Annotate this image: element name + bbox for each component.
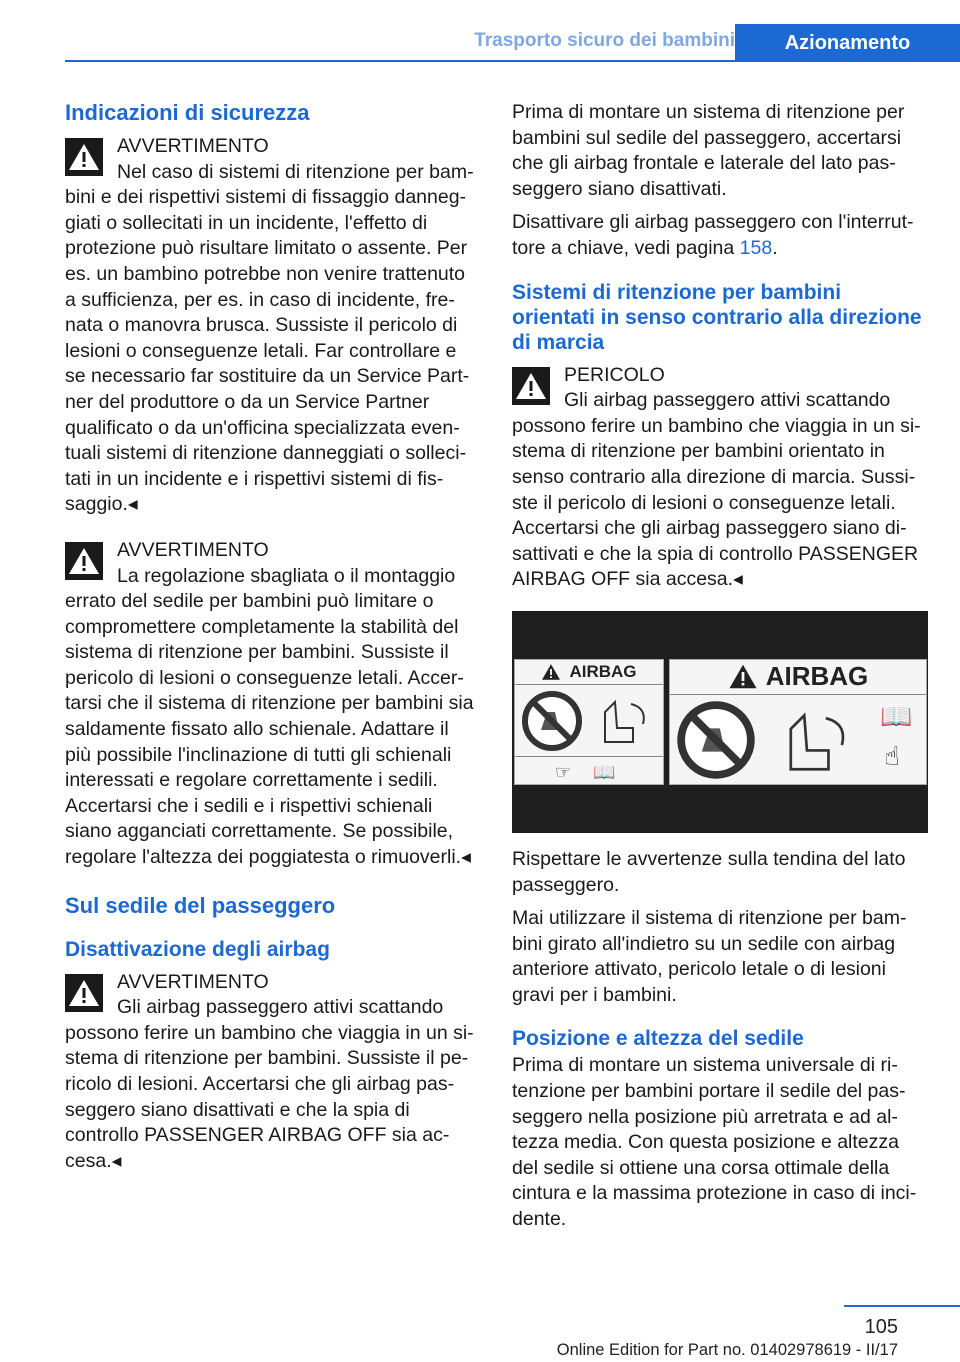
page-number: 105: [864, 1316, 898, 1338]
right-column: [512, 100, 928, 1241]
paragraph: Rispettare le avvertenze sulla tendina del lato passeggero.: [512, 847, 906, 896]
seat-airbag-icon: [770, 702, 860, 780]
paragraph-with-link: [512, 210, 928, 261]
warning-label: AVVERTIMENTO: [117, 135, 269, 157]
no-child-seat-icon: [521, 690, 583, 752]
header-rule: [65, 60, 960, 62]
warning-text: Gli airbag passeggero attivi scattando possono ferire un bambino che viaggia in un sistema di ritenzione per bambini. Sussiste il pericolo di lesioni. Accertarsi che gli airbag passeggero siano disattivati e che la spia di controllo PASSENGER AIRBAG OFF sia accesa.◂: [65, 996, 474, 1172]
hand-pointer-icon: ☝: [884, 740, 900, 771]
seat-airbag-icon: [591, 692, 655, 750]
page-link[interactable]: 158: [739, 236, 773, 259]
warning-triangle-icon: [65, 138, 103, 176]
warning-block-1: [65, 134, 480, 518]
no-child-seat-icon: [676, 700, 756, 780]
page-header: [0, 0, 960, 62]
airbag-warning-labels-image: [512, 611, 928, 833]
header-tab: Azionamento: [735, 24, 960, 62]
hand-pointer-icon: ☞: [555, 761, 572, 782]
text: Disattivare gli airbag passeggero con l'interruttore a chiave, vedi pagina: [512, 211, 914, 259]
manual-book-icon: 📖: [880, 700, 913, 731]
danger-block: [512, 363, 928, 593]
airbag-label-small: [514, 659, 664, 785]
heading-safety: Indicazioni di sicurezza: [65, 100, 310, 125]
warning-triangle-icon: [512, 367, 550, 405]
airbag-label-large: [669, 659, 927, 785]
warning-triangle-icon: [728, 663, 758, 690]
text: .: [772, 236, 778, 259]
airbag-label-text: AIRBAG: [569, 662, 637, 682]
warning-triangle-icon: [65, 974, 103, 1012]
warning-label: AVVERTIMENTO: [117, 538, 269, 561]
danger-label: PERICOLO: [564, 363, 665, 386]
heading-airbag-deactivation: Disattivazione degli airbag: [65, 937, 330, 961]
warning-triangle-icon: [541, 663, 561, 681]
heading-seat-position: Posizione e altezza del sedile: [512, 1027, 804, 1051]
manual-book-icon: 📖: [593, 761, 616, 782]
paragraph: Prima di montare un sistema di ritenzione per bambini sul sedile del passeggero, accertarsi che gli airbag frontale e laterale del lato passeggero siano disattivati.: [512, 101, 905, 200]
footer-rule: [844, 1305, 960, 1307]
warning-text: Nel caso di sistemi di ritenzione per bambini e dei rispettivi sistemi di fissaggio danneggiati o sollecitati in un incidente, l'effetto di protezione può risultare limitato o assente. Per es. un bambino potrebbe non venire trattenuto a sufficienza, per es. in caso di incidente, frenata o manovra brusca. Sussiste il pericolo di lesioni o conseguenze letali. Far controllare e se necessario far sostituire da un Service Partner del produttore o da un Service Partner qualificato o da un'officina specializzata eventuali sistemi di ritenzione danneggiati o sollecitati in un incidente e i rispettivi sistemi di fissaggio.◂: [65, 160, 474, 516]
left-column: [65, 100, 480, 1194]
heading-passenger-seat: Sul sedile del passeggero: [65, 892, 336, 918]
warning-label: AVVERTIMENTO: [117, 970, 269, 993]
warning-triangle-icon: [65, 542, 103, 580]
paragraph: Prima di montare un sistema universale di ritenzione per bambini portare il sedile del passeggero nella posizione più arretrata e ad altezza media. Con questa posizione e altezza del sedile si ottiene una corsa ottimale della cintura e la massima protezione in caso di incidente.: [512, 1054, 917, 1231]
warning-block-3: [65, 970, 480, 1175]
header-section: Trasporto sicuro dei bambini: [474, 30, 735, 51]
warning-text: La regolazione sbagliata o il montaggio errato del sedile per bambini può limitare o compromettere completamente la stabilità del sistema di ritenzione per bambini. Sussiste il pericolo di lesioni o conseguenze letali. Accertarsi che il sistema di ritenzione per bambini sia saldamente fissato allo schienale. Adattare il più possibile l'inclinazione di tutti gli schienali interessati e regolare correttamente i sedili. Accertarsi che i sedili e i rispettivi schienali siano agganciati correttamente. Se possibile, regolare l'altezza dei poggiatesta o rimuoverli.◂: [65, 564, 474, 869]
airbag-label-text: AIRBAG: [765, 661, 869, 692]
paragraph: Mai utilizzare il sistema di ritenzione per bambini girato all'indietro su un sedile con airbag anteriore attivato, pericolo letale o di lesioni gravi per i bambini.: [512, 907, 907, 1006]
heading-rear-facing: Sistemi di ritenzione per bambini orientati in senso contrario alla direzione di marcia: [512, 280, 922, 354]
edition-text: Online Edition for Part no. 01402978619 - II/17: [556, 1341, 898, 1359]
danger-text: Gli airbag passeggero attivi scattando possono ferire un bambino che viaggia in un sistema di ritenzione per bambini orientato in senso contrario alla direzione di marcia. Sussiste il pericolo di lesioni o conseguenze letali. Accertarsi che gli airbag passeggero siano disattivati e che la spia di controllo PASSENGER AIRBAG OFF sia accesa.◂: [512, 389, 921, 591]
warning-block-2: [65, 538, 480, 871]
